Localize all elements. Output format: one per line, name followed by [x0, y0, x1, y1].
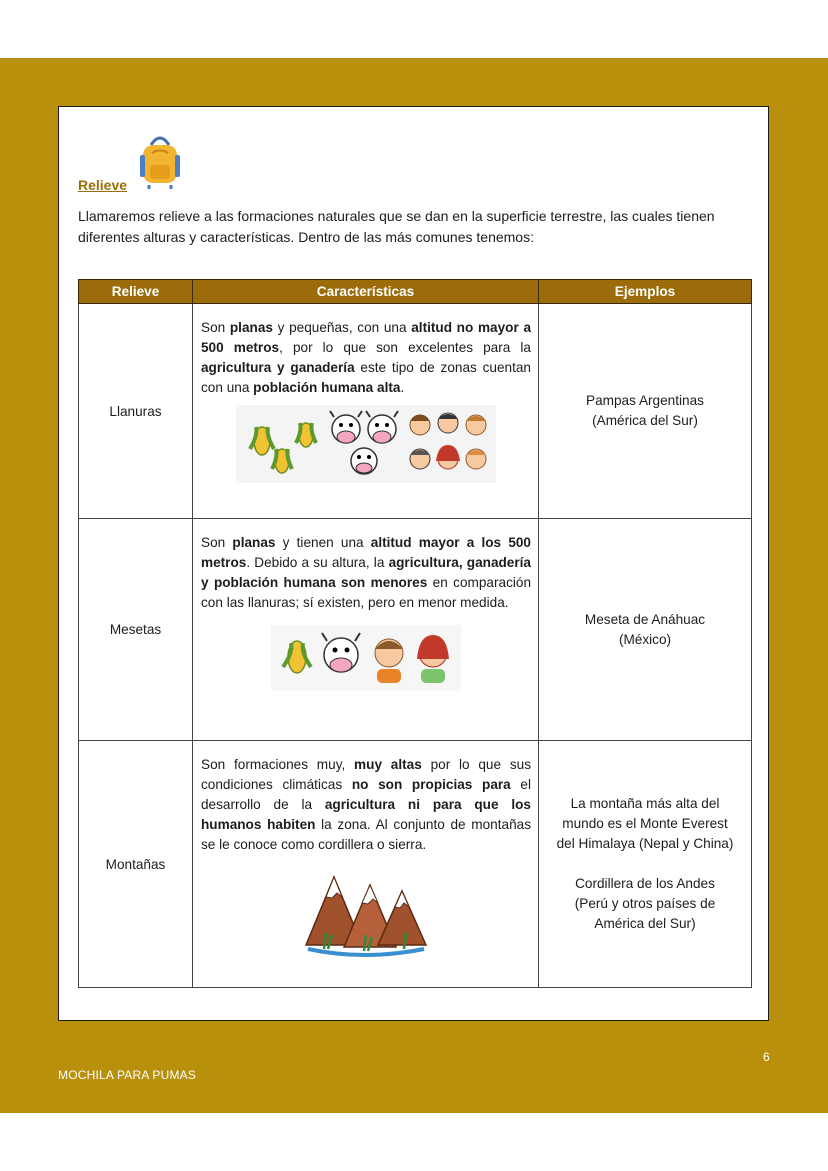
- person-icon: [375, 639, 403, 683]
- bold-text: altitud mayor a los 500 metros: [201, 535, 531, 570]
- examples-text: [539, 794, 751, 934]
- cow-icon: [351, 448, 377, 474]
- text-run: .: [400, 380, 405, 395]
- relief-table: [78, 279, 752, 988]
- example-line: Meseta de Anáhuac: [584, 611, 706, 627]
- mountain-icon: [378, 891, 426, 945]
- table-row: [79, 304, 752, 519]
- table-row: [79, 741, 752, 988]
- text-run: la zona. Al conjunto de montañas se le conoce como cordillera o sierra.: [201, 817, 531, 852]
- person-icon: [438, 413, 458, 433]
- example-line: (México): [618, 631, 672, 647]
- document-page: [58, 106, 769, 1021]
- example-line: mundo es el Monte Everest: [562, 816, 728, 831]
- person-icon: [417, 635, 449, 683]
- text-run: Son: [201, 535, 233, 550]
- text-run: . Debido a su altura, la: [246, 555, 389, 570]
- bold-text: no son propicias para: [351, 777, 511, 792]
- example-line: del Himalaya (Nepal y China): [556, 836, 734, 851]
- example-line: [539, 854, 751, 874]
- person-icon: [466, 449, 486, 469]
- row-characteristics: [193, 741, 539, 988]
- examples-text: [539, 391, 751, 431]
- row-characteristics: [193, 304, 539, 519]
- bold-text: agricultura y ganadería: [201, 360, 355, 375]
- person-icon: [466, 415, 486, 435]
- bold-text: planas: [229, 320, 273, 335]
- mountains-illustration: [304, 865, 428, 961]
- example-line: Cordillera de los Andes: [575, 876, 715, 891]
- characteristics-text: [201, 318, 531, 398]
- row-examples: [539, 741, 752, 988]
- plains-illustration: [236, 405, 496, 483]
- bold-text: altitud no mayor a 500 metros: [201, 320, 532, 355]
- text-run: y tienen una: [275, 535, 371, 550]
- row-name: Mesetas: [79, 519, 193, 741]
- text-run: , por lo que son excelentes para la: [279, 340, 531, 355]
- row-examples: [539, 519, 752, 741]
- person-icon: [410, 415, 430, 435]
- bold-text: planas: [232, 535, 276, 550]
- bold-text: muy altas: [354, 757, 422, 772]
- header-ejemplos: Ejemplos: [539, 280, 752, 304]
- intro-paragraph: Llamaremos relieve a las formaciones naturales que se dan en la superficie terrestre, las cuales tienen diferentes alturas y características. Dentro de las más comunes tenemos:: [78, 208, 715, 245]
- row-name: Llanuras: [79, 304, 193, 519]
- row-characteristics: [193, 519, 539, 741]
- text-run: Son formaciones muy,: [201, 757, 355, 772]
- text-run: este tipo de zonas cuentan con una: [201, 360, 531, 395]
- example-line: (Perú y otros países de: [574, 896, 716, 911]
- text-run: por lo que sus condiciones climáticas: [201, 757, 531, 792]
- row-examples: [539, 304, 752, 519]
- examples-text: [539, 610, 751, 650]
- header-caracteristicas: Características: [193, 280, 539, 304]
- page-number: 6: [763, 1050, 770, 1064]
- row-name: Montañas: [79, 741, 193, 988]
- bold-text: población humana alta: [253, 380, 401, 395]
- footer-label: MOCHILA PARA PUMAS: [58, 1068, 197, 1082]
- example-line: (América del Sur): [592, 413, 698, 428]
- example-line: América del Sur): [594, 916, 696, 931]
- example-line: Pampas Argentinas: [586, 393, 704, 408]
- header-relieve: Relieve: [79, 280, 193, 304]
- backpack-icon: [140, 133, 180, 189]
- section-heading-row: [78, 133, 278, 193]
- example-line: La montaña más alta del: [570, 796, 720, 811]
- characteristics-text: [201, 755, 531, 855]
- person-icon: [410, 449, 430, 469]
- plateau-illustration: [271, 625, 461, 691]
- bold-text: agricultura ni para que los humanos habiten: [201, 797, 531, 832]
- text-run: el desarrollo de la: [201, 777, 531, 812]
- table-header-row: [79, 280, 752, 304]
- text-run: Son: [201, 320, 230, 335]
- section-title: Relieve: [78, 177, 128, 193]
- bold-text: agricultura, ganadería y población humana son menores: [201, 555, 531, 590]
- text-run: y pequeñas, con una: [272, 320, 412, 335]
- table-row: [79, 519, 752, 741]
- characteristics-text: [201, 533, 531, 613]
- text-run: en comparación con las llanuras; sí existen, pero en menor medida.: [201, 575, 532, 610]
